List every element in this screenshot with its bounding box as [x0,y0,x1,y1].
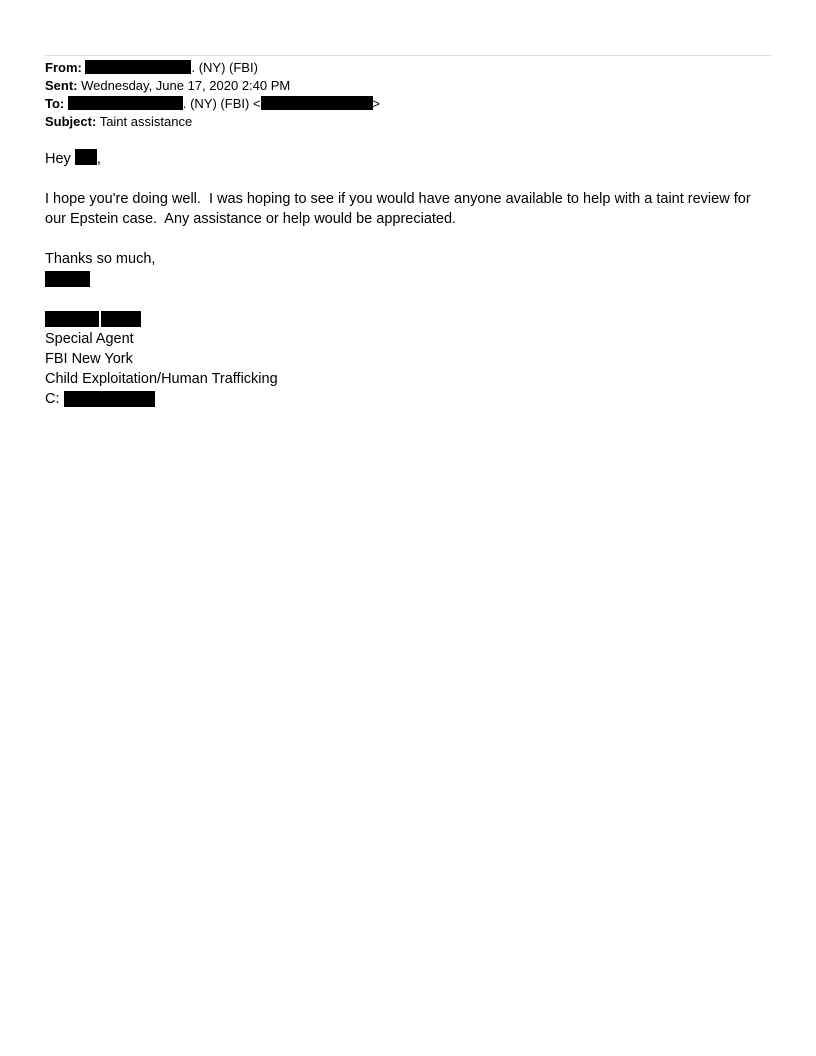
redacted-recipient-name [68,96,183,110]
closing-name-line [45,269,775,289]
message-line-2: our Epstein case. Any assistance or help would be appreciated. [45,211,457,227]
signature-unit: Child Exploitation/Human Trafficking [45,371,278,387]
redacted-recipient-email [261,96,373,110]
to-line [45,95,380,113]
subject-label: Subject: [45,114,97,129]
to-end: > [372,96,381,111]
redacted-signature-first-name [45,311,99,327]
signature-name-line [45,309,775,329]
subject-value: Taint assistance [99,114,193,129]
to-mid: . (NY) (FBI) < [182,96,261,111]
to-label: To: [45,96,65,111]
redacted-cell-number [64,391,155,407]
greeting-suffix: , [96,151,101,167]
redacted-signature-last-name [101,311,141,327]
header-divider [45,55,771,56]
sent-value: Wednesday, June 17, 2020 2:40 PM [81,78,291,93]
cell-label: C: [45,391,60,407]
signature-office: FBI New York [45,351,133,367]
from-suffix: . (NY) (FBI) [191,60,258,75]
signature-title: Special Agent [45,331,134,347]
redacted-sender-first-name [45,271,90,287]
email-body [45,149,775,409]
greeting-prefix: Hey [45,151,71,167]
greeting [45,149,775,169]
sent-line [45,77,380,95]
redacted-recipient-first-name [75,149,97,165]
from-line [45,59,380,77]
sent-label: Sent: [45,78,78,93]
email-header [45,59,380,131]
subject-line [45,113,380,131]
from-label: From: [45,60,82,75]
message-line-1: I hope you're doing well. I was hoping to see if you would have anyone available to help with a taint review for [45,191,751,207]
signature-cell-line [45,389,775,409]
redacted-sender-name [85,60,191,74]
closing: Thanks so much, [45,251,156,267]
